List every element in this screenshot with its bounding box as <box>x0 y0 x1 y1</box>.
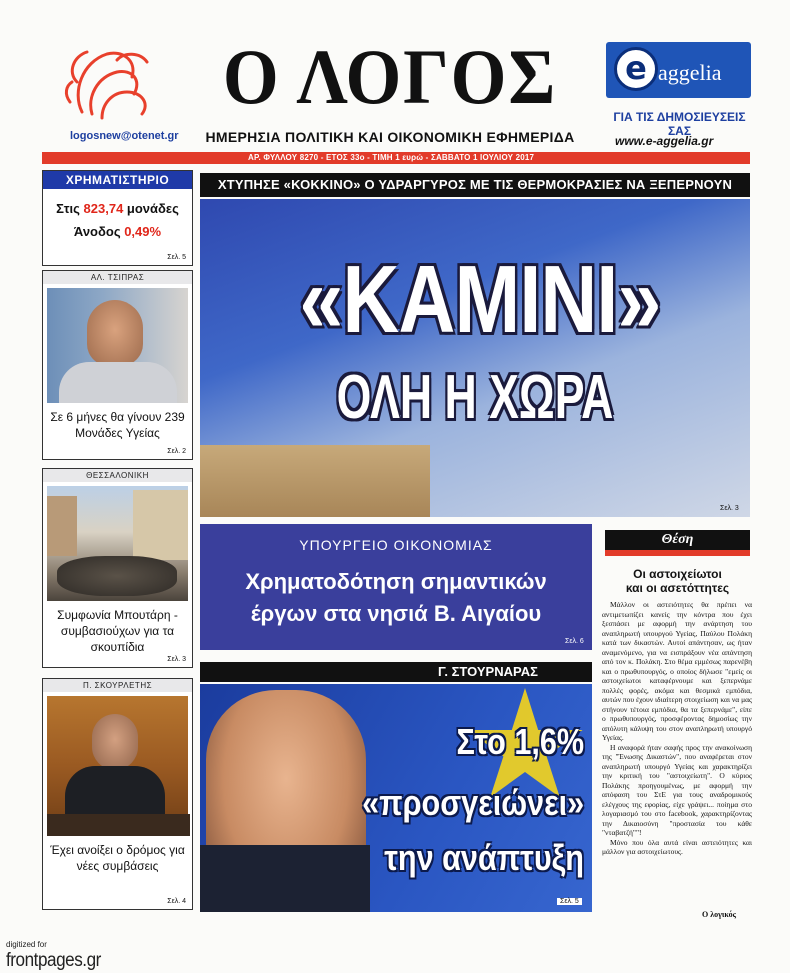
page-ref: Σελ. 2 <box>167 448 186 455</box>
newspaper-logo-emblem <box>62 42 160 126</box>
side-story-caption: Έχει ανοίξει ο δρόμος για νέες συμβάσεις <box>50 843 185 873</box>
stournaras-suit <box>200 845 370 912</box>
stournaras-page-ref: Σελ. 5 <box>557 898 582 905</box>
eaggelia-logo-icon: e <box>614 47 658 91</box>
side-story-caption: Σε 6 μήνες θα γίνουν 239 Μονάδες Υγείας <box>50 410 185 440</box>
opinion-signature: Ο λογικός <box>702 910 736 919</box>
garbage-street-photo <box>47 486 188 601</box>
opinion-title-line1: Οι αστοιχείωτοι <box>633 567 722 581</box>
side-story-header: Π. ΣΚΟΥΡΛΕΤΗΣ <box>43 679 192 692</box>
stock-index-prefix: Στις <box>56 201 84 216</box>
opinion-title-line2: και οι ασετόττητες <box>625 581 730 595</box>
finance-page-ref: Σελ. 6 <box>565 638 584 645</box>
page-ref: Σελ. 4 <box>167 898 186 905</box>
stournaras-headline-line2[interactable]: «προσγειώνει» <box>362 782 584 823</box>
stock-change-prefix: Άνοδος <box>73 224 125 239</box>
side-story-skourletis[interactable] <box>42 678 193 910</box>
opinion-body <box>602 600 752 857</box>
eaggelia-tagline: ΓΙΑ ΤΙΣ ΔΗΜΟΣΙΕΥΣΕΙΣ ΣΑΣ <box>613 110 746 138</box>
stock-change-value: 0,49% <box>124 224 162 239</box>
opinion-label-underline <box>605 550 750 556</box>
hero-headline[interactable]: ΧΤΥΠΗΣΕ «ΚΟΚΚΙΝΟ» Ο ΥΔΡΑΡΓΥΡΟΣ ΜΕ ΤΙΣ ΘΕΡΜΟΚΡΑΣΙΕΣ ΝΑ ΞΕΠΕΡΝΟΥΝ <box>200 173 750 197</box>
eaggelia-url[interactable]: www.e-aggelia.gr <box>615 134 714 148</box>
page-ref: Σελ. 5 <box>167 254 186 261</box>
tsipras-photo <box>47 288 188 403</box>
side-story-tsipras[interactable] <box>42 270 193 460</box>
finance-headline-line2: έργων στα νησιά Β. Αιγαίου <box>250 601 542 626</box>
opinion-paragraph: Μάλλον οι αστειότητες θα πρέπει να αντιμετωπίζει κανείς την κόντρα που έχει ξεσπάσει με αφορμή την ανάρτηση του αναπληρωτή υπουργού Υγείας, Παύλου Πολάκη κατά των δικαστών. Αυτοί απάντησαν, ως ήταν αναμενόμενο, για να εισπράξουν νέα απάντηση από τον κ. Πολάκη. Στο θέμα εμμέσως παρενέβη και ο πρωθυπουργός, ο οποίος δήλωσε "εμείς οι αστοιχείωτοι καταφέρνουμε και ξεπερνάμε πολλές φορές, ακόμα και θεσμικά εμπόδια, αυτών που έχουν ιδιαίτερη στοιχείωση και να μας στήνουν τέτοια εμπόδια, θα τα ξεπερνάμε", είπε ο πρωθυπουργός, προσφέροντας δημοσίως την απόλυτη κάλυψη του στον αναπληρωτή υπουργό Υγείας. <box>602 600 752 742</box>
side-story-thessaloniki[interactable] <box>42 468 193 668</box>
skourletis-photo <box>47 696 188 836</box>
opinion-title[interactable] <box>600 567 755 595</box>
stock-index-value: 823,74 <box>83 201 124 216</box>
hero-title[interactable]: «ΚΑΜΙΝΙ» <box>299 246 661 353</box>
finance-headline-line1: Χρηματοδότηση σημαντικών <box>245 569 547 594</box>
page-ref: Σελ. 3 <box>167 656 186 663</box>
eaggelia-logo-text: aggelia <box>658 60 722 85</box>
stournaras-headline-line1[interactable]: Στο 1,6% <box>456 721 584 762</box>
newspaper-title: Ο ΛΟΓΟΣ <box>222 33 558 120</box>
newspaper-subtitle: ΗΜΕΡΗΣΙΑ ΠΟΛΙΤΙΚΗ ΚΑΙ ΟΙΚΟΝΟΜΙΚΗ ΕΦΗΜΕΡΙΔΑ <box>205 129 575 145</box>
issue-info: ΑΡ. ΦΥΛΛΟΥ 8270 - ΕΤΟΣ 33ο - ΤΙΜΗ 1 ευρώ - ΣΑΒΒΑΤΟ 1 ΙΟΥΛΙΟΥ 2017 <box>248 153 535 162</box>
opinion-label: Θέση <box>661 532 694 547</box>
finance-ministry-headline <box>200 566 592 630</box>
stournaras-headline-line3[interactable]: την ανάπτυξη <box>384 837 584 878</box>
stock-header: ΧΡΗΜΑΤΙΣΤΗΡΙΟ <box>43 171 192 189</box>
stock-market-box[interactable] <box>42 170 193 266</box>
stournaras-kicker[interactable]: Γ. ΣΤΟΥΡΝΑΡΑΣ <box>200 662 592 682</box>
contact-email[interactable]: logosnew@otenet.gr <box>70 130 179 142</box>
side-story-header: ΑΛ. ΤΣΙΠΡΑΣ <box>43 271 192 284</box>
stock-index-line <box>43 201 192 216</box>
digitized-label: digitized for <box>6 940 47 949</box>
stock-change-line <box>43 224 192 239</box>
opinion-paragraph: Η αναφορά ήταν σαφής προς την ανακοίνωση της "Ένωσης Δικαστών", που αναφέρεται στον αναπληρωτή υπουργό Υγείας και χαρακτηρίζει την κριτική του "αστοιχείωτη". Ο κύριος Πολάκης προηγουμένως, με αφορμή την απόφαση του ΣτΕ για τους αναδρομικούς ελέγχους της εφορίας, είχε γράψει... ποίημα στο λογαριασμό του στο facebook, χαρακτηρίζοντας την Δικαιοσύνη "προστασία του κάθε "νταβατζή""! <box>602 742 752 837</box>
frontpages-watermark[interactable]: frontpages.gr <box>6 950 101 971</box>
opinion-paragraph: Μόνο που όλα αυτά είναι αστειότητες και μάλλον για αστοιχείωτους. <box>602 837 752 856</box>
hero-subtitle: ΟΛΗ Η ΧΩΡΑ <box>336 363 614 432</box>
side-story-header: ΘΕΣΣΑΛΟΝΙΚΗ <box>43 469 192 482</box>
hero-page-ref: Σελ. 3 <box>720 505 739 512</box>
side-story-caption: Συμφωνία Μπουτάρη - συμβασιούχων για τα σκουπίδια <box>57 608 178 654</box>
finance-ministry-kicker: ΥΠΟΥΡΓΕΙΟ ΟΙΚΟΝΟΜΙΑΣ <box>299 537 493 553</box>
parliament-building-photo <box>200 445 430 517</box>
stock-index-suffix: μονάδες <box>123 201 179 216</box>
